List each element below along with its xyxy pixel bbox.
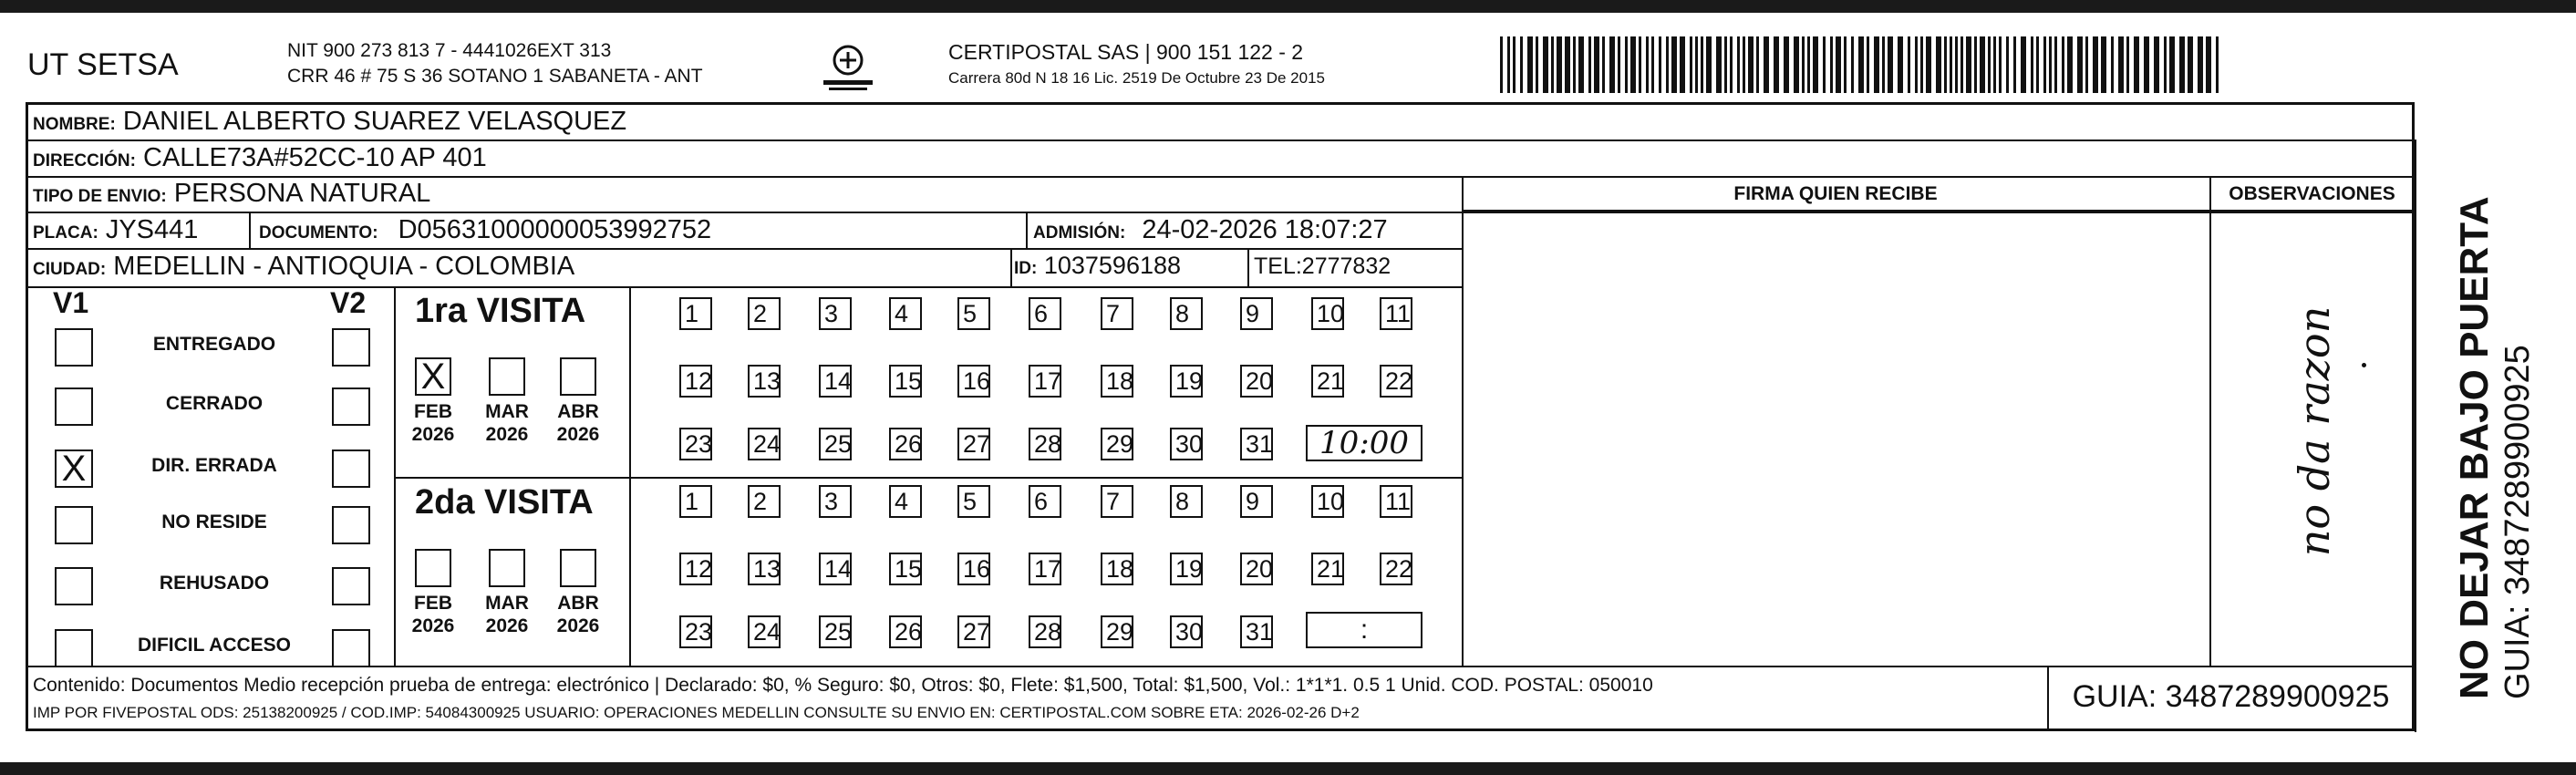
visit1-day: 19 (1170, 365, 1203, 398)
reason-label: DIFICIL ACCESO (137, 635, 291, 656)
barcode-bar (2134, 36, 2139, 93)
visit1-month-label: MAR (485, 401, 529, 422)
barcode-bar (1888, 36, 1893, 93)
barcode-bar (1960, 36, 1963, 93)
documento-value: D05631000000053992752 (398, 215, 712, 244)
visit2-day: 22 (1380, 553, 1412, 585)
admision-row (1033, 215, 1388, 245)
visit2-month-checkbox (560, 549, 596, 587)
barcode-bar (1950, 36, 1952, 93)
placa-label: PLACA: (33, 223, 98, 243)
visit1-day: 4 (889, 297, 922, 330)
barcode-bar (1737, 36, 1740, 93)
id-label: ID: (1014, 259, 1038, 278)
barcode-bar (2036, 36, 2039, 93)
barcode-bar (2179, 36, 2185, 93)
visit2-day: 7 (1101, 485, 1133, 518)
bottom-edge (0, 762, 2576, 775)
company-address: CRR 46 # 75 S 36 SOTANO 1 SABANETA - ANT (287, 66, 703, 87)
barcode-bar (2031, 36, 2033, 93)
v1-checkbox (55, 629, 93, 667)
visit1-day: 11 (1380, 297, 1412, 330)
barcode-bar (1630, 36, 1636, 93)
visit1-day: 10 (1311, 297, 1344, 330)
barcode-bar (1784, 36, 1789, 93)
direccion-row (33, 143, 487, 173)
nombre-row (33, 107, 626, 137)
barcode-bar (2021, 36, 2026, 93)
visit2-day: 9 (1240, 485, 1273, 518)
barcode-bar (1908, 36, 1910, 93)
visit1-month-year: 2026 (411, 424, 455, 445)
visit2-day: 6 (1029, 485, 1061, 518)
documento-row (259, 215, 711, 245)
barcode-bar (1520, 36, 1523, 93)
barcode-bar (2118, 36, 2124, 93)
barcode-bar (1565, 36, 1570, 93)
barcode-bar (1874, 36, 1879, 93)
visit2-month-label: MAR (485, 593, 529, 614)
visit2-day: 30 (1170, 615, 1203, 648)
visit1-month-label: ABR (557, 401, 599, 422)
nombre-value: DANIEL ALBERTO SUAREZ VELASQUEZ (122, 107, 627, 136)
barcode-bar (1802, 36, 1805, 93)
visit1-day: 2 (748, 297, 781, 330)
visit1-day: 30 (1170, 428, 1203, 460)
barcode-bar (1955, 36, 1958, 93)
v2-checkbox (332, 629, 370, 667)
v1-checkbox (55, 567, 93, 605)
barcode-bar (1716, 36, 1722, 93)
tipo-label: TIPO DE ENVIO: (33, 187, 167, 206)
barcode-bar (1988, 36, 1991, 93)
visit1-title: 1ra VISITA (415, 292, 586, 330)
barcode-bar (1536, 36, 1538, 93)
visit2-day: 20 (1240, 553, 1273, 585)
side-line2: GUIA: 3487289900925 (2498, 345, 2537, 699)
barcode-bar (1980, 36, 1985, 93)
ink-dot (2362, 363, 2366, 367)
visit1-day: 25 (819, 428, 852, 460)
barcode-bar (1557, 36, 1562, 93)
barcode-bar (1706, 36, 1712, 93)
barcode-bar (1513, 36, 1516, 93)
barcode-bar (1671, 36, 1677, 93)
barcode-bar (2154, 36, 2159, 93)
visit2-day: 4 (889, 485, 922, 518)
v1-checkbox (55, 506, 93, 544)
tipo-value: PERSONA NATURAL (173, 179, 431, 208)
visit2-day: 17 (1029, 553, 1061, 585)
visit2-day: 26 (889, 615, 922, 648)
barcode-bar (1588, 36, 1591, 93)
footer-line1: Contenido: Documentos Medio recepción prueba de entrega: electrónico | Declarado: $0, % Seguro: $0, Otros: $0, Flete: $1,500, Total: $1,500, Vol.: 1*1*1. 0.5 1 Unid. COD. POSTAL: 050010 (33, 675, 1653, 696)
certipostal-logo (816, 40, 880, 95)
documento-label: DOCUMENTO: (259, 223, 378, 243)
barcode-bar (1993, 36, 1996, 93)
visit2-month-year: 2026 (485, 615, 529, 636)
barcode-bar (1609, 36, 1615, 93)
barcode-bar (2126, 36, 2129, 93)
visit2-day: 1 (679, 485, 712, 518)
barcode-bar (1724, 36, 1727, 93)
visit2-time-box (1306, 612, 1422, 648)
visit1-day: 13 (748, 365, 781, 398)
barcode-bar (1680, 36, 1685, 93)
visit2-day: 24 (748, 615, 781, 648)
barcode-bar (2013, 36, 2016, 93)
ciudad-row (33, 252, 574, 282)
ciudad-value: MEDELLIN - ANTIOQUIA - COLOMBIA (113, 252, 575, 281)
barcode-bar (1756, 36, 1759, 93)
barcode-bar (2206, 36, 2211, 93)
barcode-bar (1944, 36, 1947, 93)
visit1-day: 6 (1029, 297, 1061, 330)
barcode-bar (1646, 36, 1649, 93)
barcode-bar (1743, 36, 1745, 93)
visit1-day: 18 (1101, 365, 1133, 398)
barcode-bar (1966, 36, 1971, 93)
visit1-day: 8 (1170, 297, 1203, 330)
visit1-month-year: 2026 (556, 424, 600, 445)
barcode-bar (1807, 36, 1810, 93)
barcode-bar (1507, 36, 1510, 93)
barcode-bar (1618, 36, 1620, 93)
visit1-day: 28 (1029, 428, 1061, 460)
visit1-day: 21 (1311, 365, 1344, 398)
visit2-month-checkbox (415, 549, 451, 587)
barcode-bar (1690, 36, 1692, 93)
visit2-day: 16 (957, 553, 990, 585)
barcode-bar (1500, 36, 1503, 93)
visit2-day: 10 (1311, 485, 1344, 518)
visit1-day: 31 (1240, 428, 1273, 460)
visit2-day: 28 (1029, 615, 1061, 648)
visit2-day: 2 (748, 485, 781, 518)
obs-label: OBSERVACIONES (2229, 183, 2395, 204)
visit2-day: 8 (1170, 485, 1203, 518)
barcode-bar (2062, 36, 2064, 93)
visit2-day: 27 (957, 615, 990, 648)
barcode-bar (1830, 36, 1833, 93)
barcode-bar (1543, 36, 1548, 93)
barcode-bar (2054, 36, 2057, 93)
side-line1: NO DEJAR BAJO PUERTA (2452, 196, 2497, 699)
direccion-value: CALLE73A#52CC-10 AP 401 (143, 143, 487, 172)
visit2-day: 19 (1170, 553, 1203, 585)
visit1-day: 17 (1029, 365, 1061, 398)
tel-label: TEL: (1254, 253, 1302, 279)
tel-value: 2777832 (1301, 253, 1391, 279)
company-name: UT SETSA (27, 47, 179, 82)
barcode-bar (2101, 36, 2106, 93)
nombre-label: NOMBRE: (33, 115, 116, 134)
visit1-day: 20 (1240, 365, 1273, 398)
visit1-day: 29 (1101, 428, 1133, 460)
v2-checkbox (332, 388, 370, 426)
barcode-bar (1651, 36, 1654, 93)
barcode-bar (1836, 36, 1841, 93)
placa-row (33, 215, 198, 245)
barcode-bar (1823, 36, 1826, 93)
v2-checkbox (332, 450, 370, 488)
admision-label: ADMISIÓN: (1033, 223, 1126, 243)
barcode-bar (1594, 36, 1599, 93)
visit2-month-label: ABR (557, 593, 599, 614)
visit2-month-year: 2026 (556, 615, 600, 636)
visit2-day: 31 (1240, 615, 1273, 648)
visit1-day: 26 (889, 428, 922, 460)
visit1-day: 22 (1380, 365, 1412, 398)
v2-label: V2 (330, 286, 367, 319)
reason-label: NO RESIDE (161, 512, 267, 532)
barcode-bar (2164, 36, 2167, 93)
v2-checkbox (332, 328, 370, 367)
barcode-bar (1882, 36, 1885, 93)
barcode-bar (1898, 36, 1903, 93)
barcode-bar (1813, 36, 1818, 93)
barcode (1500, 36, 2229, 93)
barcode-bar (1695, 36, 1698, 93)
barcode-bar (1764, 36, 1769, 93)
visit2-day: 21 (1311, 553, 1344, 585)
barcode-bar (1573, 36, 1576, 93)
visit1-month-checkbox (560, 357, 596, 396)
id-row (1014, 252, 1181, 280)
barcode-bar (1920, 36, 1923, 93)
barcode-bar (2144, 36, 2149, 93)
barcode-bar (1748, 36, 1754, 93)
visit1-day: 12 (679, 365, 712, 398)
reason-label: ENTREGADO (152, 334, 276, 355)
barcode-bar (1794, 36, 1799, 93)
barcode-bar (1666, 36, 1669, 93)
barcode-bar (1858, 36, 1864, 93)
barcode-bar (1867, 36, 1869, 93)
barcode-bar (1578, 36, 1584, 93)
barcode-bar (1625, 36, 1628, 93)
barcode-bar (1551, 36, 1554, 93)
visit2-day: 29 (1101, 615, 1133, 648)
certipostal-line2: Carrera 80d N 18 16 Lic. 2519 De Octubre 23 De 2015 (948, 69, 1325, 87)
visit2-day: 13 (748, 553, 781, 585)
visit2-title: 2da VISITA (415, 483, 594, 522)
barcode-bar (2006, 36, 2009, 93)
barcode-bar (2049, 36, 2052, 93)
visit2-day: 11 (1380, 485, 1412, 518)
footer-line2: IMP POR FIVEPOSTAL ODS: 25138200925 / COD.IMP: 54084300925 USUARIO: OPERACIONES MEDELLIN CONSULTE SU ENVIO EN: CERTIPOSTAL.COM SOBRE ETA: 2026-02-26 D+2 (33, 704, 1360, 721)
tel-row (1254, 253, 1391, 280)
barcode-bar (1999, 36, 2002, 93)
top-edge (0, 0, 2576, 13)
barcode-bar (2188, 36, 2193, 93)
barcode-bar (1926, 36, 1931, 93)
barcode-bar (1659, 36, 1661, 93)
barcode-bar (1730, 36, 1733, 93)
v1-checkbox: X (55, 450, 93, 488)
id-value: 1037596188 (1043, 252, 1182, 279)
tipo-row (33, 179, 430, 209)
reason-label: DIR. ERRADA (151, 455, 277, 476)
barcode-bar (1701, 36, 1703, 93)
barcode-bar (2067, 36, 2073, 93)
visit2-month-year: 2026 (411, 615, 455, 636)
reason-label: CERRADO (165, 393, 264, 414)
visit2-day: 5 (957, 485, 990, 518)
direccion-label: DIRECCIÓN: (33, 151, 136, 170)
visit1-day: 1 (679, 297, 712, 330)
visit1-day: 5 (957, 297, 990, 330)
visit1-month-year: 2026 (485, 424, 529, 445)
visit1-day: 24 (748, 428, 781, 460)
visit2-time: : (1360, 615, 1369, 645)
barcode-bar (1774, 36, 1779, 93)
barcode-bar (2085, 36, 2088, 93)
v1-checkbox (55, 328, 93, 367)
reason-label: REHUSADO (159, 573, 270, 594)
ciudad-label: CIUDAD: (33, 260, 107, 279)
barcode-bar (1639, 36, 1641, 93)
visit1-day: 7 (1101, 297, 1133, 330)
visit2-day: 25 (819, 615, 852, 648)
barcode-bar (2093, 36, 2098, 93)
visit2-day: 3 (819, 485, 852, 518)
v2-checkbox (332, 506, 370, 544)
company-nit: NIT 900 273 813 7 - 4441026EXT 313 (287, 40, 612, 61)
visit2-day: 12 (679, 553, 712, 585)
visit1-month-checkbox (489, 357, 525, 396)
barcode-bar (1915, 36, 1918, 93)
visit1-month-checkbox: X (415, 357, 451, 396)
visit1-month-label: FEB (414, 401, 452, 422)
visit1-day: 3 (819, 297, 852, 330)
barcode-bar (1602, 36, 1605, 93)
visit1-day: 9 (1240, 297, 1273, 330)
barcode-bar (2043, 36, 2046, 93)
visit1-day: 27 (957, 428, 990, 460)
barcode-bar (2198, 36, 2203, 93)
visit2-day: 15 (889, 553, 922, 585)
firma-label: FIRMA QUIEN RECIBE (1733, 183, 1938, 204)
visit1-day: 14 (819, 365, 852, 398)
v2-checkbox (332, 567, 370, 605)
v1-checkbox (55, 388, 93, 426)
visit2-month-label: FEB (414, 593, 452, 614)
visit1-time-box (1306, 425, 1422, 461)
visit1-time: 10:00 (1319, 425, 1409, 461)
visit2-day: 14 (819, 553, 852, 585)
visit2-day: 23 (679, 615, 712, 648)
barcode-bar (2077, 36, 2083, 93)
visit2-month-checkbox (489, 549, 525, 587)
placa-value: JYS441 (105, 215, 199, 244)
visit1-day: 16 (957, 365, 990, 398)
barcode-bar (1527, 36, 1533, 93)
visit2-day: 18 (1101, 553, 1133, 585)
v1-label: V1 (53, 286, 89, 319)
barcode-bar (1936, 36, 1941, 93)
visit1-day: 23 (679, 428, 712, 460)
barcode-bar (1974, 36, 1977, 93)
admision-value: 24-02-2026 18:07:27 (1142, 215, 1388, 244)
barcode-bar (2169, 36, 2175, 93)
certipostal-line1: CERTIPOSTAL SAS | 900 151 122 - 2 (948, 40, 1304, 64)
footer-guia: GUIA: 3487289900925 (2072, 679, 2390, 714)
visit1-day: 15 (889, 365, 922, 398)
barcode-bar (2216, 36, 2219, 93)
barcode-bar (1851, 36, 1854, 93)
barcode-bar (1844, 36, 1847, 93)
barcode-bar (2111, 36, 2114, 93)
